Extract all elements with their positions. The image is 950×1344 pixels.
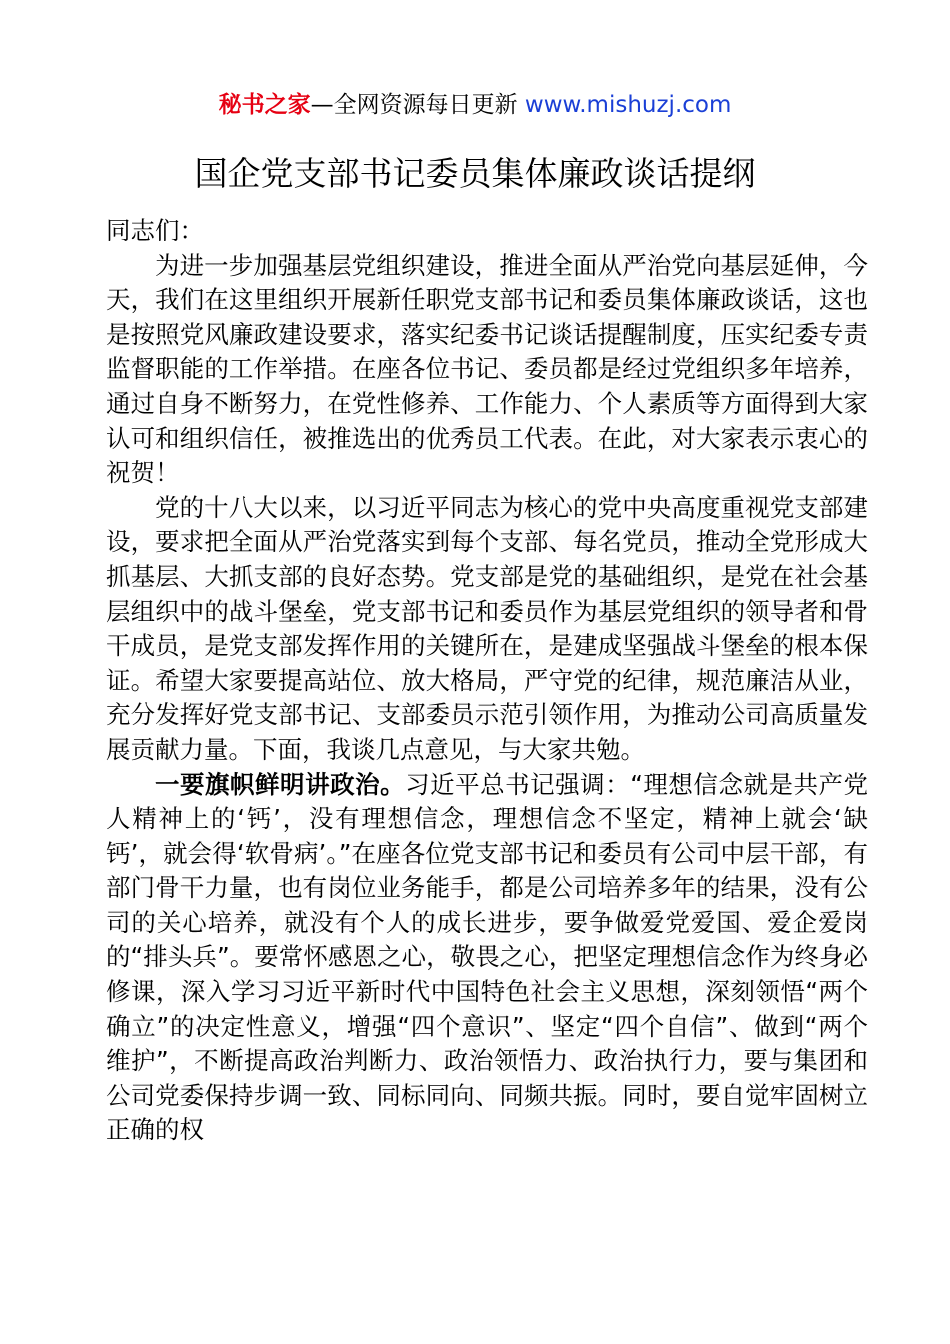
site-tagline: —全网资源每日更新 (310, 92, 525, 118)
site-url-link[interactable]: www.mishuzj.com (524, 92, 732, 118)
document-body (106, 214, 868, 1148)
site-header (0, 88, 950, 122)
salutation: 同志们： (106, 216, 204, 245)
paragraph-1-text: 为进一步加强基层党组织建设，推进全面从严治党向基层延伸，今天，我们在这里组织开展新任职党支部书记和委员集体廉政谈话，这也是按照党风廉政建设要求，落实纪委书记谈话提醒制度，压实纪委专责监督职能的工作举措。在座各位书记、委员都是经过党组织多年培养，通过自身不断努力，在党性修养、工作能力、个人素质等方面得到大家认可和组织信任，被推选出的优秀员工代表。在此，对大家表示衷心的祝贺！ (106, 250, 868, 488)
paragraph-1 (106, 249, 868, 491)
paragraph-3-lead: 一要旗帜鲜明讲政治。 (155, 769, 406, 799)
paragraph-2 (106, 491, 868, 768)
paragraph-3-text: 习近平总书记强调：“理想信念就是共产党人精神上的‘钙’，没有理想信念，理想信念不坚定，精神上就会‘缺钙’，就会得‘软骨病’。”在座各位党支部书记和委员有公司中层干部，有部门骨干力量，也有岗位业务能手，都是公司培养多年的结果，没有公司的关心培养，就没有个人的成长进步，要争做爱党爱国、爱企爱岗的“排头兵”。要常怀感恩之心，敬畏之心，把坚定理想信念作为终身必修课，深入学习习近平新时代中国特色社会主义思想，深刻领悟“两个确立”的决定性意义，增强“四个意识”、坚定“四个自信”、做到“两个维护”，不断提高政治判断力、政治领悟力、政治执行力，要与集团和公司党委保持步调一致、同标同向、同频共振。同时，要自觉牢固树立正确的权 (106, 769, 868, 1145)
document-title: 国企党支部书记委员集体廉政谈话提纲 (194, 154, 756, 193)
site-brand: 秘书之家 (218, 92, 311, 118)
paragraph-2-text: 党的十八大以来，以习近平同志为核心的党中央高度重视党支部建设，要求把全面从严治党落实到每个支部、每名党员，推动全党形成大抓基层、大抓支部的良好态势。党支部是党的基础组织，是党在社会基层组织中的战斗堡垒，党支部书记和委员作为基层党组织的领导者和骨干成员，是党支部发挥作用的关键所在，是建成坚强战斗堡垒的根本保证。希望大家要提高站位、放大格局，严守党的纪律，规范廉洁从业，充分发挥好党支部书记、支部委员示范引领作用，为推动公司高质量发展贡献力量。下面，我谈几点意见，与大家共勉。 (106, 492, 868, 764)
paragraph-3 (106, 768, 868, 1149)
